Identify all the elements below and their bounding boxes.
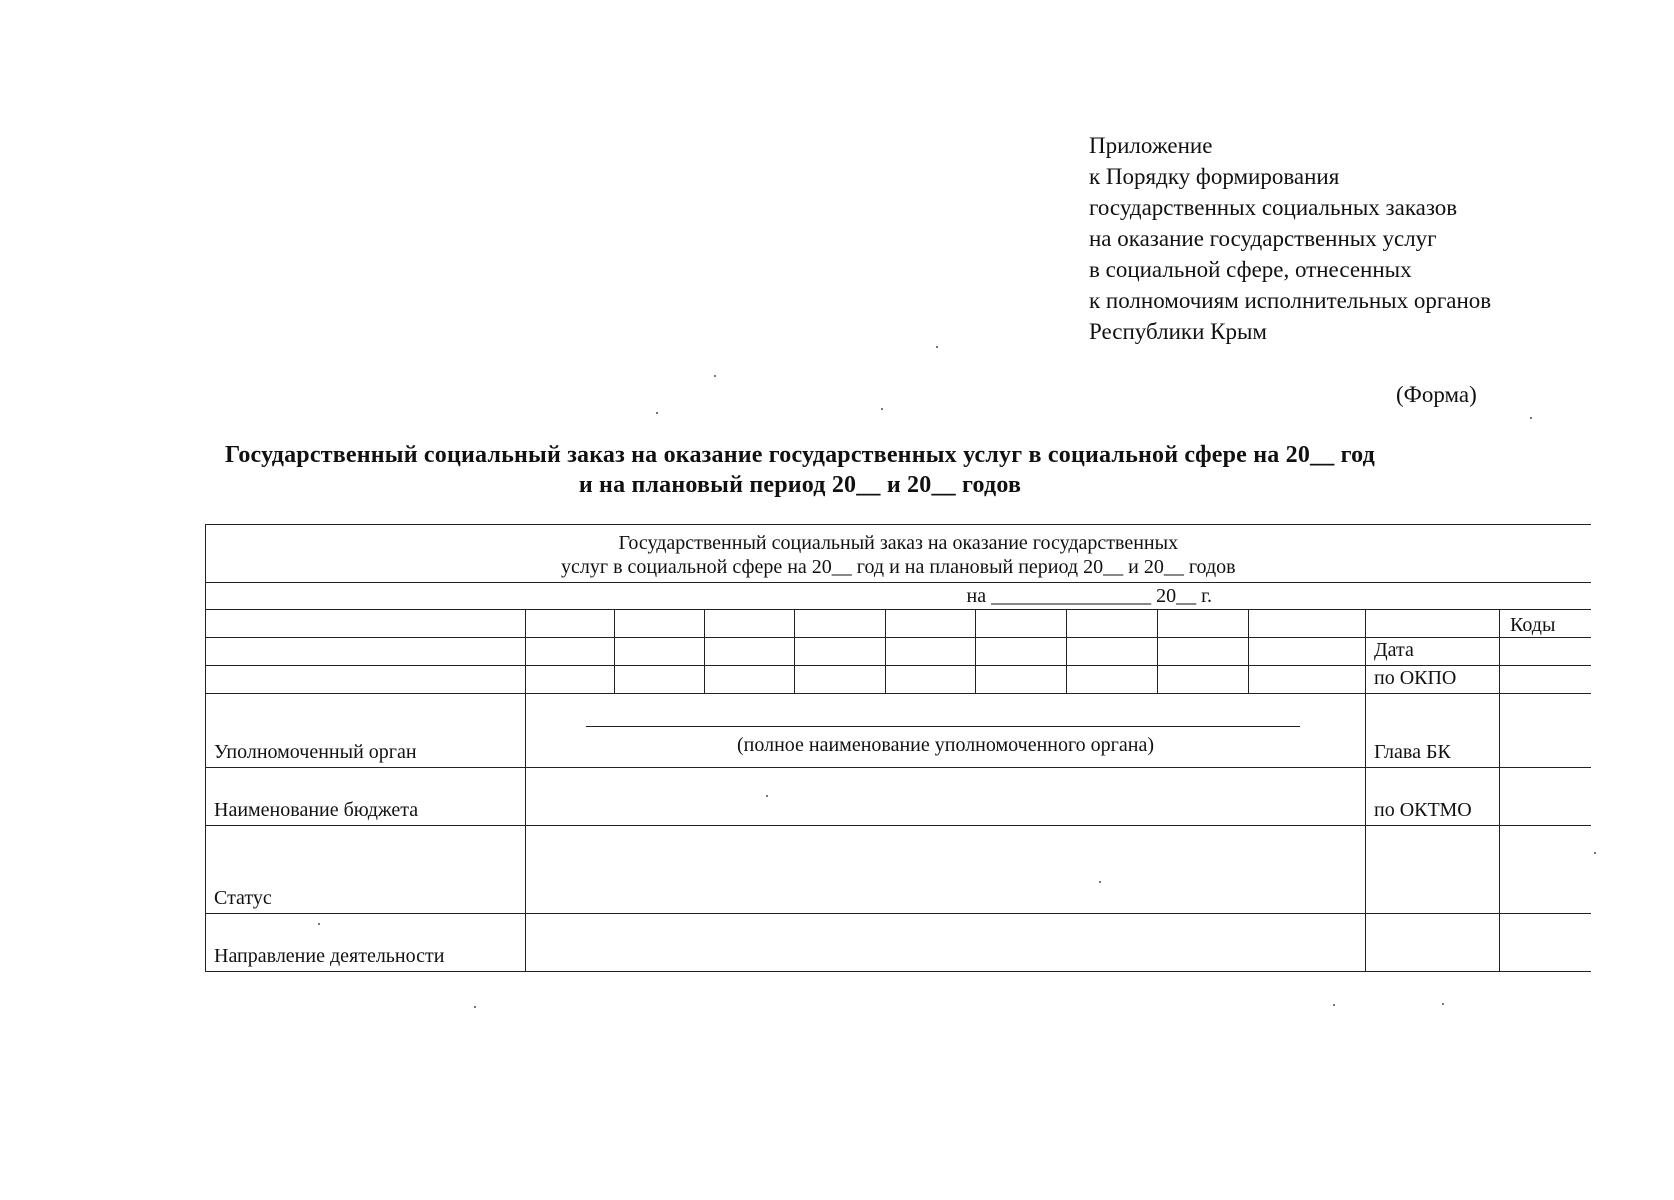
authorized-body-name-underline <box>586 726 1300 727</box>
scan-speck <box>1594 852 1596 854</box>
scan-speck <box>318 923 320 925</box>
codes-header-row <box>206 610 1591 638</box>
oktmo-code <box>1500 768 1591 826</box>
grid-cell <box>795 638 886 666</box>
status-label: Статус <box>206 826 526 914</box>
blank-cell <box>206 638 526 666</box>
grid-cell <box>615 610 705 638</box>
order-form-table <box>205 524 1591 972</box>
appendix-line: Приложение <box>1089 133 1213 158</box>
grid-cell <box>705 638 795 666</box>
budget-name-value <box>526 768 1366 826</box>
date-line: на ________________ 20__ г. <box>206 583 1591 610</box>
budget-chapter-code <box>1500 694 1591 768</box>
status-code-label <box>1366 826 1500 914</box>
appendix-line: в социальной сфере, отнесенных <box>1089 257 1412 282</box>
grid-cell <box>1067 666 1158 694</box>
appendix-line: к полномочиям исполнительных органов <box>1089 288 1492 313</box>
status-row <box>206 826 1591 914</box>
grid-cell <box>1249 610 1366 638</box>
date-code-row <box>206 638 1591 666</box>
blank-cell <box>206 610 526 638</box>
date-code-value <box>1500 638 1591 666</box>
grid-cell <box>1067 638 1158 666</box>
header-line-2: услуг в социальной сфере на 20__ год и на плановый период 20__ и 20__ годов <box>561 556 1236 578</box>
authorized-body-name-cell <box>526 694 1366 768</box>
authorized-body-label: Уполномоченный орган <box>206 694 526 768</box>
budget-name-label: Наименование бюджета <box>206 768 526 826</box>
scan-speck <box>1530 417 1532 419</box>
scan-speck <box>766 795 768 797</box>
okpo-row <box>206 666 1591 694</box>
grid-cell <box>705 666 795 694</box>
appendix-line: на оказание государственных услуг <box>1089 226 1437 251</box>
activity-direction-code-label <box>1366 914 1500 972</box>
grid-cell <box>1249 638 1366 666</box>
form-label: (Форма) <box>1396 382 1477 407</box>
grid-cell <box>526 666 615 694</box>
scan-speck <box>714 375 716 377</box>
scan-speck <box>656 412 658 414</box>
document-title <box>120 440 1480 500</box>
appendix-line: к Порядку формирования <box>1089 164 1340 189</box>
table-header-row <box>206 525 1591 583</box>
grid-cell <box>886 638 976 666</box>
activity-direction-label: Направление деятельности <box>206 914 526 972</box>
authorized-body-name-caption: (полное наименование уполномоченного органа) <box>736 734 1154 756</box>
grid-cell <box>1158 638 1249 666</box>
blank-cell <box>206 666 526 694</box>
date-row <box>206 583 1591 610</box>
grid-cell <box>795 610 886 638</box>
status-code <box>1500 826 1591 914</box>
appendix-block <box>1089 130 1491 347</box>
activity-direction-value <box>526 914 1366 972</box>
grid-cell <box>976 610 1067 638</box>
okpo-label: по ОКПО <box>1366 666 1500 694</box>
grid-cell <box>1158 610 1249 638</box>
budget-chapter-label: Глава БК <box>1366 694 1500 768</box>
okpo-code-value <box>1500 666 1591 694</box>
status-value <box>526 826 1366 914</box>
codes-label: Коды <box>1500 610 1591 638</box>
grid-cell <box>1158 666 1249 694</box>
grid-cell <box>526 638 615 666</box>
grid-cell <box>615 638 705 666</box>
scan-speck <box>881 408 883 410</box>
grid-cell <box>705 610 795 638</box>
grid-cell <box>1067 610 1158 638</box>
table-header-cell <box>206 525 1591 583</box>
scan-speck <box>1442 1003 1444 1005</box>
grid-cell <box>526 610 615 638</box>
date-label: Дата <box>1366 638 1500 666</box>
grid-cell <box>615 666 705 694</box>
authorized-body-row <box>206 694 1591 768</box>
appendix-line: Республики Крым <box>1089 319 1267 344</box>
grid-cell <box>976 638 1067 666</box>
grid-cell <box>795 666 886 694</box>
title-line-1: Государственный социальный заказ на оказание государственных услуг в социальной сфере на 20__ год <box>224 442 1376 468</box>
scan-speck <box>474 1006 476 1008</box>
grid-cell <box>976 666 1067 694</box>
activity-direction-code <box>1500 914 1591 972</box>
activity-direction-row <box>206 914 1591 972</box>
scan-speck <box>1333 1004 1335 1006</box>
header-line-1: Государственный социальный заказ на оказание государственных <box>618 532 1179 554</box>
title-line-2: и на плановый период 20__ и 20__ годов <box>578 472 1022 498</box>
grid-cell <box>886 666 976 694</box>
grid-cell <box>886 610 976 638</box>
appendix-line: государственных социальных заказов <box>1089 195 1458 220</box>
scan-speck <box>1099 881 1101 883</box>
scan-speck <box>936 346 938 348</box>
code-label-cell <box>1366 610 1500 638</box>
oktmo-label: по ОКТМО <box>1366 768 1500 826</box>
budget-name-row <box>206 768 1591 826</box>
grid-cell <box>1249 666 1366 694</box>
